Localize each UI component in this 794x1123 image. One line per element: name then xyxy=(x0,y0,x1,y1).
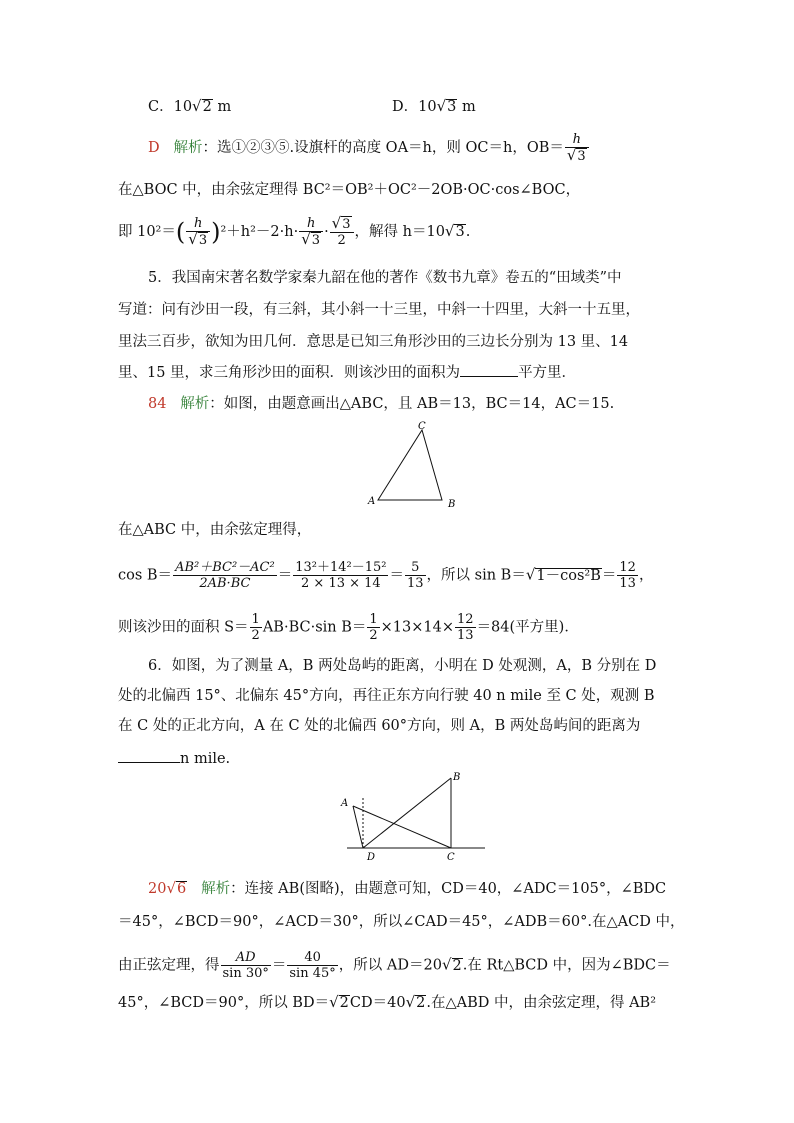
point-a-label: A xyxy=(341,798,349,809)
option-c-unit: m xyxy=(217,99,232,115)
answer-4-label: 解析 xyxy=(173,140,203,156)
answer-5-value: 84 xyxy=(148,396,167,412)
sine-law-mid: ，所以 AD＝20 xyxy=(338,957,442,974)
answer-5-line1 xyxy=(148,394,614,414)
bd-root1: 2 xyxy=(339,995,349,1011)
question-5-line1: 5．我国南宋著名数学家秦九韶在他的著作《数书九章》卷五的“田域类”中 xyxy=(148,270,622,286)
fraction-root3-over-2: $\frac{√3}{2}$ xyxy=(330,216,354,248)
answer-4-line1 xyxy=(148,132,590,164)
island-diagram xyxy=(335,768,495,868)
area-mid2: ×13×14× xyxy=(380,619,455,636)
point-b-label: B xyxy=(453,772,461,783)
cos-b-label: cos B＝ xyxy=(118,567,173,584)
triangle-abc-figure xyxy=(360,420,470,512)
fraction-half-a: $\frac{1}{2}$ xyxy=(251,612,260,643)
bd-mid: CD＝40 xyxy=(349,995,406,1011)
answer-6-value: 20√6 xyxy=(148,879,187,897)
question-6-line3: 在 C 处的正北方向，A 在 C 处的北偏西 60°方向，则 A，B 两处岛屿间的距离为 xyxy=(118,718,641,734)
fraction-half-b: $\frac{1}{2}$ xyxy=(369,612,378,643)
ad-root: 2 xyxy=(452,957,462,974)
answer-6-text1: ：连接 AB(图略)，由题意可知，CD＝40，∠ADC＝105°，∠BDC xyxy=(230,881,667,897)
option-d-text: D．10 xyxy=(392,99,437,115)
answer-5-label: 解析 xyxy=(180,396,210,412)
fraction-12-13: $\frac{12}{13}$ xyxy=(619,560,636,591)
answer-4-line3: 即 10²＝( $\frac{h}{√3}$ )²＋h²－2·h· $\frac{h}{√3}$ · $\frac{√3}{2}$ ，解得 h＝10√3. xyxy=(118,214,471,248)
bd-root2: 2 xyxy=(416,995,426,1011)
vertex-c-label: C xyxy=(418,421,426,432)
answer-blank-6 xyxy=(118,748,180,763)
triangle-abc xyxy=(378,430,442,500)
answer-6-line3: 由正弦定理，得 $\frac{AD}{\sin 30^\circ}$ ＝ $\frac{40}{\sin 45^\circ}$ ，所以 AD＝20√2.在 Rt△BCD 中，因为∠BDC＝ xyxy=(118,950,671,981)
option-d-root: 3 xyxy=(447,99,457,115)
fraction-12-13-b: $\frac{12}{13}$ xyxy=(457,612,474,643)
option-c-text: C．10 xyxy=(148,99,193,115)
answer-6-line1 xyxy=(148,878,666,899)
vertex-b-label: B xyxy=(448,499,456,510)
answer-6-label: 解析 xyxy=(201,881,231,897)
sqrt-expression: 1－cos²B xyxy=(536,567,601,584)
option-c: C．10√2 m xyxy=(148,97,232,115)
fraction-h-over-root3: $\frac{h}{√3}$ xyxy=(565,132,589,164)
answer-6-line2: ＝45°，∠BCD＝90°，∠ACD＝30°，所以∠CAD＝45°，∠ADB＝60°.在△ACD 中， xyxy=(118,914,685,930)
sine-law-end: .在 Rt△BCD 中，因为∠BDC＝ xyxy=(462,957,671,974)
line-ac xyxy=(353,806,451,848)
point-c-label: C xyxy=(447,852,455,863)
answer-6-line4: 45°，∠BCD＝90°，所以 BD＝√2CD＝40√2.在△ABD 中，由余弦定理，得 AB² xyxy=(118,993,657,1011)
area-start: 则该沙田的面积 S＝ xyxy=(118,619,249,636)
option-c-root: 2 xyxy=(202,99,212,115)
answer-5-line4 xyxy=(118,612,579,643)
answer-5-text: ：如图，由题意画出△ABC，且 AB＝13，BC＝14，AC＝15. xyxy=(209,396,615,412)
question-6-unit: n mile. xyxy=(180,751,231,767)
point-d-label: D xyxy=(367,852,376,863)
sine-law-start: 由正弦定理，得 xyxy=(118,957,220,974)
so-sin-text: ，所以 sin B＝ xyxy=(426,567,526,584)
answer-4-eq-end: ，解得 h＝10 xyxy=(354,224,445,240)
question-6-line4 xyxy=(118,748,230,769)
question-6-line1: 6．如图，为了测量 A，B 两处岛屿的距离，小明在 D 处观测，A，B 分别在 D xyxy=(148,658,657,674)
answer-4-root: 3 xyxy=(455,224,465,240)
vertex-a-label: A xyxy=(368,496,376,507)
fraction-cosine-values: $\frac{\text{13²＋14²－15²}}{2 \times 13 \times 14}$ xyxy=(295,560,387,591)
fraction-h-root3-a: $\frac{h}{√3}$ xyxy=(186,216,210,248)
fraction-h-root3-b: $\frac{h}{√3}$ xyxy=(299,216,323,248)
area-end: ＝84(平方里)． xyxy=(476,619,579,636)
answer-4-text: ：选①②③⑤.设旗杆的高度 OA＝h，则 OC＝h，OB＝ xyxy=(202,140,564,156)
answer-5-line3: cos B＝ $\frac{\text{AB²＋BC²－AC²}}{2AB\cdot BC}$ ＝ $\frac{\text{13²＋14²－15²}}{2 \times 13 \times 14}$ ＝ $\frac{5}{13}$ ，所以 sin B＝√1－cos²B＝ $\frac{12}{13}$ ， xyxy=(118,560,654,591)
question-5-line2: 写道：问有沙田一段，有三斜，其小斜一十三里，中斜一十四里，大斜一十五里， xyxy=(118,302,640,318)
area-mid1: AB·BC·sin B＝ xyxy=(262,619,367,636)
question-5-line3: 里法三百步，欲知为田几何．意思是已知三角形沙田的三边长分别为 13 里、14 xyxy=(118,334,629,350)
question-5-line4-end: 平方里． xyxy=(518,365,577,381)
line-db xyxy=(363,778,451,848)
line-da xyxy=(353,806,363,848)
answer-blank-5 xyxy=(460,362,518,377)
answer-4-choice: D xyxy=(148,140,160,156)
answer-4-eq-start: 即 10²＝ xyxy=(118,224,176,240)
option-d-unit: m xyxy=(461,99,476,115)
bd-end: .在△ABD 中，由余弦定理，得 AB² xyxy=(426,995,657,1011)
answer-4-eq-mid: ²＋h²－2·h· xyxy=(220,224,299,240)
answer-4-line2: 在△BOC 中，由余弦定理得 BC²＝OB²＋OC²－2OB·OC·cos∠BOC， xyxy=(118,182,581,198)
bd-start: 45°，∠BCD＝90°，所以 BD＝ xyxy=(118,995,330,1011)
option-d: D．10√3 m xyxy=(392,97,476,115)
answer-5-line2: 在△ABC 中，由余弦定理得， xyxy=(118,522,312,538)
question-5-line4-text: 里、15 里，求三角形沙田的面积．则该沙田的面积为 xyxy=(118,365,461,381)
question-6-line2: 处的北偏西 15°、北偏东 45°方向，再往正东方向行驶 40 n mile 至 C 处，观测 B xyxy=(118,688,655,704)
fraction-ad-sin30: $\frac{AD}{\sin 30^\circ}$ xyxy=(222,950,269,981)
fraction-40-sin45: $\frac{40}{\sin 45^\circ}$ xyxy=(289,950,336,981)
fraction-5-13: $\frac{5}{13}$ xyxy=(406,560,424,591)
question-5-line4 xyxy=(118,362,576,383)
fraction-cosine-law: $\frac{\text{AB²＋BC²－AC²}}{2AB\cdot BC}$ xyxy=(175,560,275,591)
